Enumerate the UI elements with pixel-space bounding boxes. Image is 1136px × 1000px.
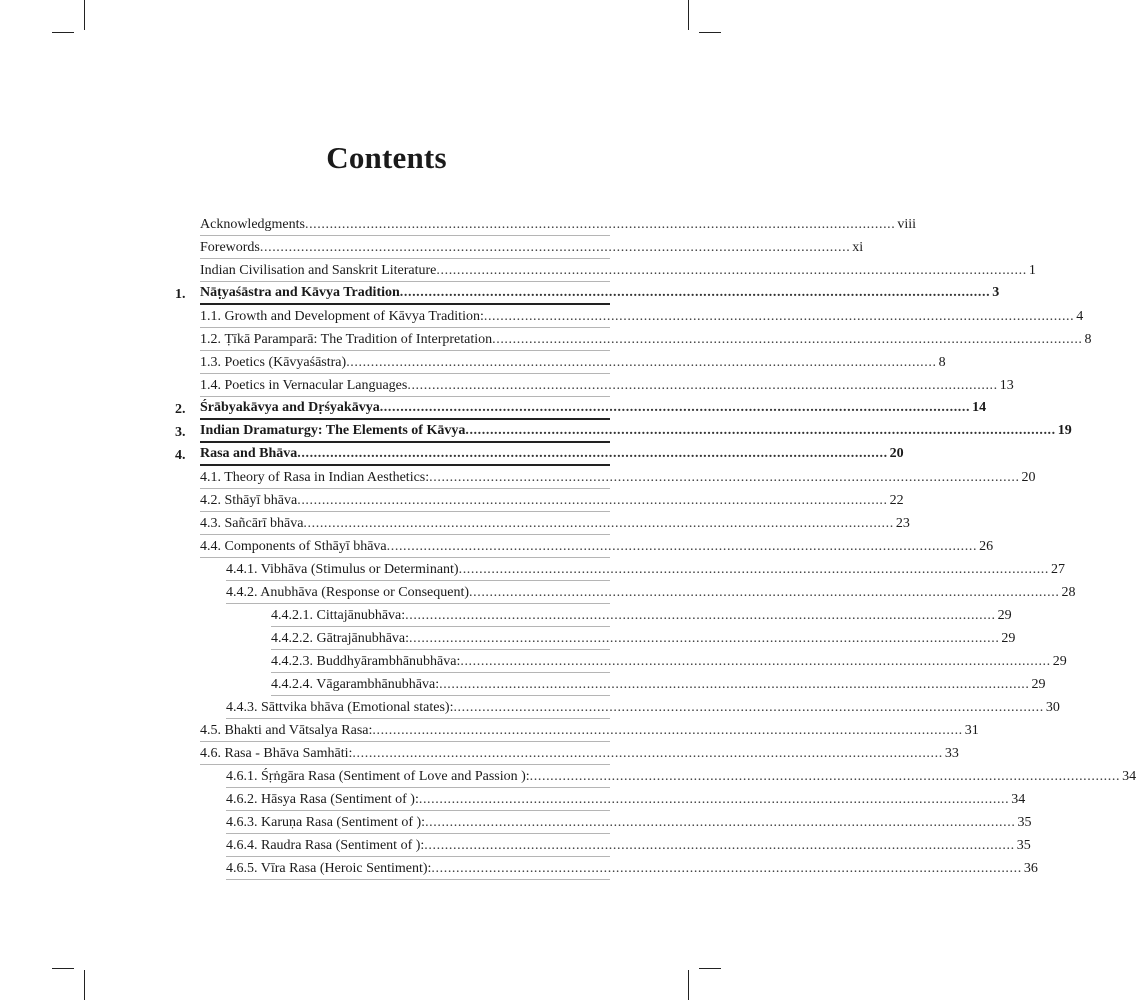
toc-page-number: 36 — [1023, 861, 1038, 876]
toc-entry-text: 4.6.3. Karuṇa Rasa (Sentiment of ): — [226, 815, 426, 830]
toc-page-number: 29 — [1031, 677, 1046, 692]
toc-entry-text: 4.4.2.4. Vāgarambhānubhāva: — [271, 677, 440, 692]
toc-entry-text: 4.4. Components of Sthāyī bhāva — [200, 539, 387, 554]
toc-page-number: 8 — [1084, 332, 1092, 347]
toc-entry-text: 1.2. Ṭīkā Paramparā: The Tradition of Interpretation — [200, 332, 493, 347]
toc-entry[interactable] — [200, 329, 1092, 351]
leader-dots: ................................................................................................................................................ — [492, 332, 1083, 347]
leader-dots: ................................................................................................................................................ — [386, 539, 978, 554]
toc-entry-text: 4.4.2.3. Buddhyārambhānubhāva: — [271, 654, 461, 669]
leader-dots: ................................................................................................................................................ — [407, 378, 998, 393]
toc-page-number: 8 — [938, 355, 946, 370]
toc-entry[interactable] — [200, 306, 1084, 328]
leader-dots: ................................................................................................................................................ — [372, 723, 963, 738]
crop-mark — [699, 968, 721, 969]
toc-entry-text: 4.5. Bhakti and Vātsalya Rasa: — [200, 723, 373, 738]
toc-chapter-entry[interactable] — [200, 444, 904, 466]
toc-page-number: 13 — [999, 378, 1014, 393]
page-title: Contents — [326, 140, 447, 175]
leader-dots: ................................................................................................................................................ — [529, 769, 1121, 784]
toc-entry[interactable] — [271, 605, 1012, 627]
leader-dots: ................................................................................................................................................ — [458, 562, 1049, 577]
toc-entry-text: Acknowledgments — [200, 217, 305, 232]
leader-dots: ................................................................................................................................................ — [352, 746, 943, 761]
toc-page-number: 34 — [1122, 769, 1136, 784]
leader-dots: ................................................................................................................................................ — [483, 309, 1075, 324]
toc-entry[interactable] — [200, 467, 1036, 489]
leader-dots: ................................................................................................................................................ — [460, 654, 1051, 669]
crop-mark — [52, 968, 74, 969]
toc-entry[interactable] — [226, 789, 1026, 811]
crop-mark — [688, 0, 689, 30]
toc-entry-text: 1.1. Growth and Development of Kāvya Tradition: — [200, 309, 484, 324]
leader-dots: ................................................................................................................................................ — [379, 400, 971, 415]
leader-dots: ................................................................................................................................................ — [425, 815, 1016, 830]
toc-page-number: 28 — [1061, 585, 1076, 600]
toc-page-number: 20 — [889, 446, 904, 461]
toc-entry[interactable] — [226, 835, 1031, 857]
toc-entry-text: 4.3. Sañcārī bhāva — [200, 516, 304, 531]
toc-entry-text: 4.6.2. Hāsya Rasa (Sentiment of ): — [226, 792, 419, 807]
toc-page-number: 29 — [1001, 631, 1016, 646]
toc-page-number: 14 — [972, 400, 987, 415]
toc-entry[interactable] — [271, 628, 1016, 650]
toc-entry-text: 4.6.1. Śṛṅgāra Rasa (Sentiment of Love and Passion ): — [226, 769, 530, 784]
toc-entry[interactable] — [271, 674, 1046, 696]
toc-page-number: 31 — [964, 723, 979, 738]
toc-page-number: 19 — [1057, 423, 1072, 438]
toc-entry[interactable] — [200, 720, 979, 742]
crop-mark — [699, 32, 721, 33]
toc-entry[interactable] — [200, 743, 959, 765]
toc-chapter-entry[interactable] — [200, 398, 987, 420]
toc-page-number: 35 — [1016, 838, 1031, 853]
toc-page-number: 23 — [895, 516, 910, 531]
toc-entry[interactable] — [200, 260, 1036, 282]
toc-page-number: 30 — [1045, 700, 1060, 715]
leader-dots: ................................................................................................................................................ — [409, 631, 1000, 646]
toc-page-number: 4 — [1076, 309, 1084, 324]
toc-entry-text: Indian Dramaturgy: The Elements of Kāvya — [200, 423, 466, 438]
toc-page-number: 29 — [997, 608, 1012, 623]
toc-page-number: 3 — [992, 285, 1000, 300]
toc-page-number: xi — [852, 240, 864, 255]
leader-dots: ................................................................................................................................................ — [399, 285, 991, 300]
toc-entry-text: Śrābyakāvya and Dṛśyakāvya — [200, 400, 380, 415]
toc-page-number: 35 — [1017, 815, 1032, 830]
toc-page-number: 27 — [1051, 562, 1065, 577]
toc-page-number: 1 — [1028, 263, 1036, 278]
leader-dots: ................................................................................................................................................ — [418, 792, 1010, 807]
toc-page-number: 34 — [1011, 792, 1026, 807]
leader-dots: ................................................................................................................................................ — [424, 838, 1015, 853]
toc-entry[interactable] — [226, 559, 1065, 581]
toc-entry-text: 4.4.2.2. Gātrajānubhāva: — [271, 631, 410, 646]
toc-entry[interactable] — [226, 812, 1032, 834]
toc-entry-text: 4.4.3. Sāttvika bhāva (Emotional states): — [226, 700, 454, 715]
chapter-number: 1. — [175, 287, 186, 302]
leader-dots: ................................................................................................................................................ — [465, 423, 1056, 438]
toc-entry-text: 4.1. Theory of Rasa in Indian Aesthetics: — [200, 470, 430, 485]
toc-entry-text: Indian Civilisation and Sanskrit Literature — [200, 263, 437, 278]
leader-dots: ................................................................................................................................................ — [405, 608, 996, 623]
toc-entry[interactable] — [200, 375, 1014, 397]
toc-entry-text: 4.6. Rasa - Bhāva Samhāti: — [200, 746, 353, 761]
toc-entry-text: 4.4.2. Anubhāva (Response or Consequent) — [226, 585, 470, 600]
toc-page-number: 26 — [979, 539, 994, 554]
toc-entry-text: 4.4.2.1. Cittajānubhāva: — [271, 608, 406, 623]
leader-dots: ................................................................................................................................................ — [439, 677, 1030, 692]
chapter-number: 4. — [175, 448, 186, 463]
toc-entry[interactable] — [200, 490, 904, 512]
toc-entry[interactable] — [200, 352, 946, 374]
toc-entry-text: 4.2. Sthāyī bhāva — [200, 493, 298, 508]
leader-dots: ................................................................................................................................................ — [453, 700, 1044, 715]
toc-page-number: 29 — [1052, 654, 1067, 669]
toc-entry[interactable] — [226, 697, 1060, 719]
leader-dots: ................................................................................................................................................ — [304, 217, 896, 232]
toc-entry-text: Rasa and Bhāva — [200, 446, 298, 461]
leader-dots: ................................................................................................................................................ — [346, 355, 937, 370]
leader-dots: ................................................................................................................................................ — [297, 446, 888, 461]
toc-page-number: 33 — [944, 746, 959, 761]
toc-chapter-entry[interactable] — [200, 421, 1072, 443]
toc-entry[interactable] — [200, 536, 994, 558]
toc-entry[interactable] — [226, 766, 1136, 788]
crop-mark — [84, 970, 85, 1000]
toc-entry-text: 4.6.4. Raudra Rasa (Sentiment of ): — [226, 838, 425, 853]
toc-entry-text: 1.4. Poetics in Vernacular Languages — [200, 378, 408, 393]
toc-page-number: 22 — [889, 493, 904, 508]
leader-dots: ................................................................................................................................................ — [297, 493, 888, 508]
chapter-number: 2. — [175, 402, 186, 417]
toc-entry-text: 4.4.1. Vibhāva (Stimulus or Determinant) — [226, 562, 459, 577]
toc-chapter-entry[interactable] — [200, 283, 1000, 305]
leader-dots: ................................................................................................................................................ — [469, 585, 1060, 600]
crop-mark — [688, 970, 689, 1000]
leader-dots: ................................................................................................................................................ — [303, 516, 894, 531]
toc-page-number: viii — [897, 217, 917, 232]
toc-entry[interactable] — [271, 651, 1067, 673]
toc-entry[interactable] — [226, 582, 1076, 604]
toc-entry-text: Forewords — [200, 240, 260, 255]
toc-entry[interactable] — [226, 858, 1038, 880]
toc-entry-text: 1.3. Poetics (Kāvyaśāstra) — [200, 355, 347, 370]
leader-dots: ................................................................................................................................................ — [431, 861, 1022, 876]
toc-entry-text: 4.6.5. Vīra Rasa (Heroic Sentiment): — [226, 861, 432, 876]
toc-page-number: 20 — [1021, 470, 1036, 485]
toc-entry[interactable] — [200, 237, 864, 259]
leader-dots: ................................................................................................................................................ — [259, 240, 851, 255]
leader-dots: ................................................................................................................................................ — [436, 263, 1027, 278]
toc-entry[interactable] — [200, 513, 910, 535]
crop-mark — [84, 0, 85, 30]
crop-mark — [52, 32, 74, 33]
leader-dots: ................................................................................................................................................ — [429, 470, 1020, 485]
chapter-number: 3. — [175, 425, 186, 440]
toc-entry[interactable] — [200, 214, 917, 236]
toc-entry-text: Nāṭyaśāstra and Kāvya Tradition — [200, 285, 400, 300]
